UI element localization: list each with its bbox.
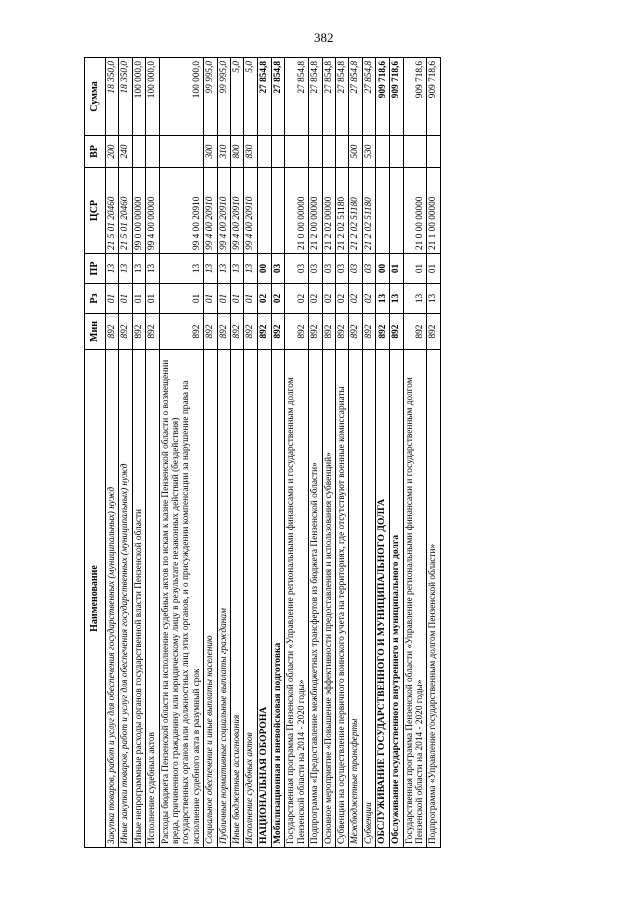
cell-name: Подпрограмма «Управление государственным долгом Пензенской области» bbox=[427, 350, 440, 848]
cell-vr: 300 bbox=[204, 136, 217, 168]
cell-name: Иные закупки товаров, работ и услуг для обеспечения государственных (муниципальных) нужд bbox=[119, 350, 132, 848]
cell-rz: 02 bbox=[349, 284, 362, 314]
cell-pr: 03 bbox=[309, 254, 322, 284]
table-row bbox=[217, 58, 230, 848]
cell-sum: 99 995,0 bbox=[204, 58, 217, 136]
header-csr: ЦСР bbox=[85, 168, 106, 254]
cell-min: 892 bbox=[231, 314, 244, 350]
cell-sum: 27 854,8 bbox=[362, 58, 375, 136]
cell-vr: 200 bbox=[106, 136, 119, 168]
table-row bbox=[119, 58, 132, 848]
cell-name: Межбюджетные трансферты bbox=[349, 350, 362, 848]
header-rz: Рз bbox=[85, 284, 106, 314]
cell-csr bbox=[389, 168, 403, 254]
cell-sum: 100 000,0 bbox=[159, 58, 204, 136]
cell-csr: 99 4 00 20910 bbox=[231, 168, 244, 254]
table-row bbox=[376, 58, 390, 848]
cell-vr: 830 bbox=[244, 136, 257, 168]
cell-vr bbox=[257, 136, 271, 168]
cell-rz: 01 bbox=[146, 284, 159, 314]
cell-csr bbox=[376, 168, 390, 254]
cell-sum: 27 854,8 bbox=[322, 58, 335, 136]
cell-sum: 100 000,0 bbox=[132, 58, 145, 136]
cell-pr: 03 bbox=[349, 254, 362, 284]
cell-pr: 13 bbox=[132, 254, 145, 284]
cell-name: Иные непрограммные расходы органов государственной власти Пензенской области bbox=[132, 350, 145, 848]
cell-vr bbox=[322, 136, 335, 168]
cell-name: Исполнение судебных актов bbox=[146, 350, 159, 848]
table-row bbox=[322, 58, 335, 848]
cell-csr: 99 4 00 00000 bbox=[146, 168, 159, 254]
cell-name: ОБСЛУЖИВАНИЕ ГОСУДАРСТВЕННОГО И МУНИЦИПАЛЬНОГО ДОЛГА bbox=[376, 350, 390, 848]
cell-sum: 5,0 bbox=[244, 58, 257, 136]
cell-vr bbox=[271, 136, 285, 168]
cell-csr: 21 2 02 51180 bbox=[362, 168, 375, 254]
cell-name: Исполнение судебных актов bbox=[244, 350, 257, 848]
cell-vr bbox=[309, 136, 322, 168]
cell-vr: 240 bbox=[119, 136, 132, 168]
table-row bbox=[362, 58, 375, 848]
cell-min: 892 bbox=[244, 314, 257, 350]
cell-name: НАЦИОНАЛЬНАЯ ОБОРОНА bbox=[257, 350, 271, 848]
table-row bbox=[132, 58, 145, 848]
table-row bbox=[231, 58, 244, 848]
cell-sum: 27 854,8 bbox=[335, 58, 348, 136]
cell-rz: 01 bbox=[159, 284, 204, 314]
cell-vr bbox=[335, 136, 348, 168]
cell-sum: 27 854,8 bbox=[349, 58, 362, 136]
cell-vr bbox=[285, 136, 309, 168]
cell-vr bbox=[427, 136, 440, 168]
cell-name: Социальное обеспечение и иные выплаты населению bbox=[204, 350, 217, 848]
cell-rz: 13 bbox=[389, 284, 403, 314]
table-row bbox=[106, 58, 119, 848]
cell-min: 892 bbox=[322, 314, 335, 350]
cell-pr: 03 bbox=[271, 254, 285, 284]
cell-name: Иные бюджетные ассигнования bbox=[231, 350, 244, 848]
table-row bbox=[204, 58, 217, 848]
cell-sum: 18 350,0 bbox=[119, 58, 132, 136]
cell-min: 892 bbox=[349, 314, 362, 350]
cell-csr: 99 0 00 00000 bbox=[132, 168, 145, 254]
cell-min: 892 bbox=[362, 314, 375, 350]
cell-min: 892 bbox=[389, 314, 403, 350]
cell-min: 892 bbox=[119, 314, 132, 350]
cell-vr bbox=[146, 136, 159, 168]
cell-csr: 21 2 02 51180 bbox=[349, 168, 362, 254]
cell-rz: 02 bbox=[362, 284, 375, 314]
cell-rz: 02 bbox=[271, 284, 285, 314]
cell-pr: 13 bbox=[106, 254, 119, 284]
cell-pr: 00 bbox=[376, 254, 390, 284]
cell-rz: 01 bbox=[231, 284, 244, 314]
cell-pr: 03 bbox=[362, 254, 375, 284]
cell-vr: 310 bbox=[217, 136, 230, 168]
header-pr: ПР bbox=[85, 254, 106, 284]
cell-sum: 909 718,6 bbox=[389, 58, 403, 136]
cell-min: 892 bbox=[159, 314, 204, 350]
cell-pr: 03 bbox=[285, 254, 309, 284]
cell-sum: 27 854,8 bbox=[257, 58, 271, 136]
cell-min: 892 bbox=[257, 314, 271, 350]
cell-min: 892 bbox=[335, 314, 348, 350]
cell-pr: 03 bbox=[335, 254, 348, 284]
table-row bbox=[349, 58, 362, 848]
cell-sum: 18 350,0 bbox=[106, 58, 119, 136]
cell-rz: 02 bbox=[335, 284, 348, 314]
cell-name: Субвенции на осуществление первичного воинского учета на территориях, где отсутствуют военные комиссариаты bbox=[335, 350, 348, 848]
cell-sum: 27 854,8 bbox=[271, 58, 285, 136]
cell-csr: 21 2 00 00000 bbox=[309, 168, 322, 254]
cell-min: 892 bbox=[146, 314, 159, 350]
cell-name: Основное мероприятие «Повышение эффективности предоставления и использования субвенций» bbox=[322, 350, 335, 848]
cell-sum: 27 854,8 bbox=[285, 58, 309, 136]
cell-csr: 21 0 00 00000 bbox=[403, 168, 427, 254]
cell-sum: 27 854,8 bbox=[309, 58, 322, 136]
cell-pr: 13 bbox=[217, 254, 230, 284]
cell-pr: 00 bbox=[257, 254, 271, 284]
cell-csr: 99 4 00 20910 bbox=[204, 168, 217, 254]
cell-pr: 03 bbox=[322, 254, 335, 284]
cell-name: Публичные нормативные социальные выплаты гражданам bbox=[217, 350, 230, 848]
table-row bbox=[244, 58, 257, 848]
cell-sum: 99 995,0 bbox=[217, 58, 230, 136]
cell-csr: 21 2 02 00000 bbox=[322, 168, 335, 254]
cell-rz: 02 bbox=[257, 284, 271, 314]
header-name: Наименование bbox=[85, 350, 106, 848]
cell-csr: 99 4 00 20910 bbox=[159, 168, 204, 254]
cell-csr: 21 5 01 20460 bbox=[106, 168, 119, 254]
cell-rz: 02 bbox=[309, 284, 322, 314]
cell-rz: 01 bbox=[132, 284, 145, 314]
cell-min: 892 bbox=[204, 314, 217, 350]
cell-csr: 99 4 00 20910 bbox=[217, 168, 230, 254]
cell-csr: 21 0 00 00000 bbox=[285, 168, 309, 254]
cell-sum: 909 718,6 bbox=[427, 58, 440, 136]
cell-sum: 909 718,6 bbox=[376, 58, 390, 136]
table-row bbox=[403, 58, 427, 848]
cell-min: 892 bbox=[132, 314, 145, 350]
cell-rz: 13 bbox=[376, 284, 390, 314]
cell-rz: 02 bbox=[322, 284, 335, 314]
table-body bbox=[106, 58, 441, 848]
table-row bbox=[335, 58, 348, 848]
cell-pr: 13 bbox=[231, 254, 244, 284]
cell-csr: 99 4 00 20910 bbox=[244, 168, 257, 254]
cell-min: 892 bbox=[217, 314, 230, 350]
cell-name: Подпрограмма «Предоставление межбюджетных трансфертов из бюджета Пензенской области» bbox=[309, 350, 322, 848]
table-row bbox=[159, 58, 204, 848]
cell-vr bbox=[159, 136, 204, 168]
header-vr: ВР bbox=[85, 136, 106, 168]
cell-pr: 13 bbox=[159, 254, 204, 284]
cell-csr: 21 5 01 20460 bbox=[119, 168, 132, 254]
cell-pr: 01 bbox=[427, 254, 440, 284]
cell-sum: 909 718,6 bbox=[403, 58, 427, 136]
table-row bbox=[309, 58, 322, 848]
cell-name: Закупка товаров, работ и услуг для обеспечения государственных (муниципальных) нужд bbox=[106, 350, 119, 848]
cell-min: 892 bbox=[285, 314, 309, 350]
budget-table bbox=[84, 57, 441, 848]
cell-min: 892 bbox=[427, 314, 440, 350]
cell-rz: 01 bbox=[106, 284, 119, 314]
table-row bbox=[285, 58, 309, 848]
cell-pr: 13 bbox=[119, 254, 132, 284]
cell-sum: 5,0 bbox=[231, 58, 244, 136]
cell-min: 892 bbox=[403, 314, 427, 350]
cell-pr: 01 bbox=[389, 254, 403, 284]
cell-vr: 800 bbox=[231, 136, 244, 168]
cell-rz: 01 bbox=[244, 284, 257, 314]
cell-min: 892 bbox=[309, 314, 322, 350]
cell-sum: 100 000,0 bbox=[146, 58, 159, 136]
rotated-table-container bbox=[84, 58, 574, 848]
cell-csr bbox=[271, 168, 285, 254]
header-row bbox=[85, 58, 106, 848]
cell-vr bbox=[376, 136, 390, 168]
cell-vr bbox=[403, 136, 427, 168]
cell-min: 892 bbox=[106, 314, 119, 350]
cell-min: 892 bbox=[376, 314, 390, 350]
cell-csr: 21 1 00 00000 bbox=[427, 168, 440, 254]
cell-csr: 21 2 02 51180 bbox=[335, 168, 348, 254]
cell-name: Расходы бюджета Пензенской области на исполнение судебных актов по искам к казне Пензенской области о возмещении вреда, причиненного гражданину или юридическому лицу в результате незаконных действий (бездействия) государственных органов или должностных лиц этих органов, и о присуждении компенсации за нарушение права на исполнение судебного акта в разумный срок bbox=[159, 350, 204, 848]
cell-name: Субвенции bbox=[362, 350, 375, 848]
cell-rz: 13 bbox=[427, 284, 440, 314]
cell-rz: 13 bbox=[403, 284, 427, 314]
cell-name: Обслуживание государственного внутреннего и муниципального долга bbox=[389, 350, 403, 848]
table-row bbox=[146, 58, 159, 848]
cell-vr bbox=[132, 136, 145, 168]
header-min: Мин bbox=[85, 314, 106, 350]
table-row bbox=[389, 58, 403, 848]
cell-pr: 13 bbox=[244, 254, 257, 284]
cell-pr: 13 bbox=[204, 254, 217, 284]
cell-pr: 01 bbox=[403, 254, 427, 284]
table-row bbox=[271, 58, 285, 848]
page-number: 382 bbox=[314, 30, 334, 45]
table-row bbox=[257, 58, 271, 848]
cell-vr: 500 bbox=[349, 136, 362, 168]
cell-name: Мобилизационная и вневойсковая подготовка bbox=[271, 350, 285, 848]
table-row bbox=[427, 58, 440, 848]
cell-pr: 13 bbox=[146, 254, 159, 284]
cell-rz: 01 bbox=[217, 284, 230, 314]
cell-min: 892 bbox=[271, 314, 285, 350]
cell-vr: 530 bbox=[362, 136, 375, 168]
cell-name: Государственная программа Пензенской области «Управление региональными финансами и государственным долгом Пензенской области на 2014 - 2020 годы» bbox=[403, 350, 427, 848]
cell-rz: 02 bbox=[285, 284, 309, 314]
cell-rz: 01 bbox=[119, 284, 132, 314]
cell-vr bbox=[389, 136, 403, 168]
cell-name: Государственная программа Пензенской области «Управление региональными финансами и государственным долгом Пензенской области на 2014 - 2020 годы» bbox=[285, 350, 309, 848]
header-sum: Сумма bbox=[85, 58, 106, 136]
cell-rz: 01 bbox=[204, 284, 217, 314]
cell-csr bbox=[257, 168, 271, 254]
